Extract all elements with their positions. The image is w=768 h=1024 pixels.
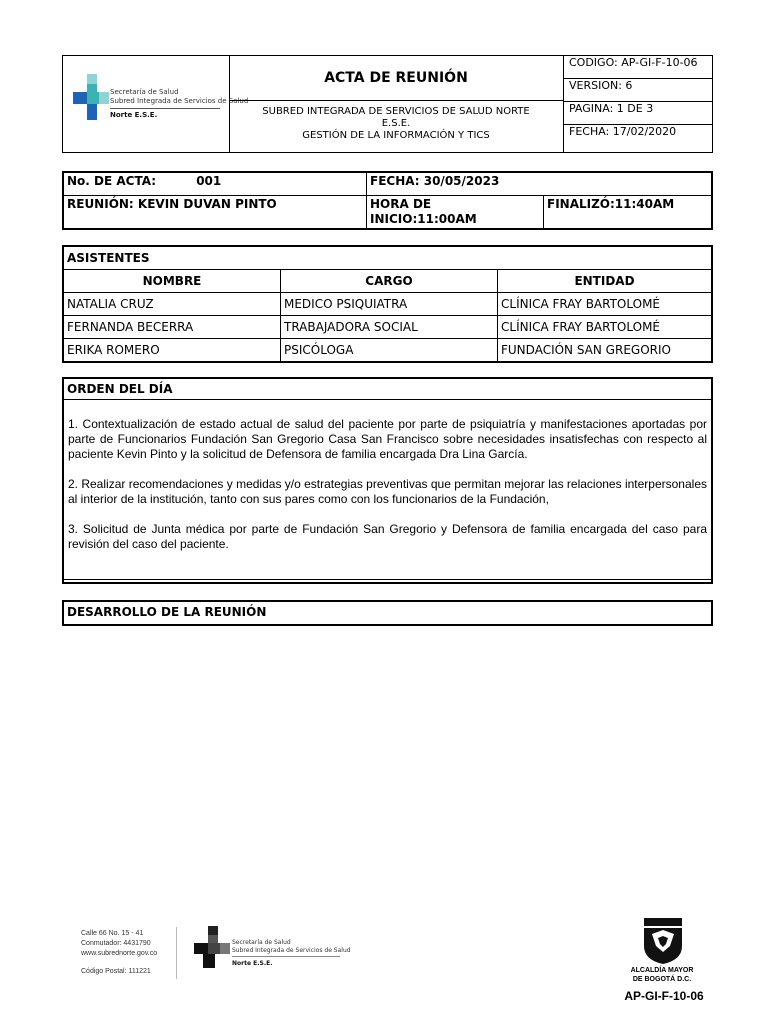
orden-bottom-rule (64, 579, 711, 580)
hora-inicio-field (367, 196, 544, 230)
footer-logo-secretaria: Secretaría de Salud (232, 939, 291, 946)
header-title-cell (229, 56, 564, 152)
cargo-cell: TRABAJADORA SOCIAL (281, 316, 498, 339)
orden-item: 3. Solicitud de Junta médica por parte de Fundación San Gregorio y Defensora de familia encargada del caso para revisión del caso del paciente. (68, 522, 707, 551)
cargo-cell: PSICÓLOGA (281, 339, 498, 363)
entidad-cell: CLÍNICA FRAY BARTOLOMÉ (498, 316, 713, 339)
acta-date: FECHA: 30/05/2023 (367, 172, 713, 196)
reunion-field: REUNIÓN: KEVIN DUVAN PINTO (63, 196, 367, 230)
orden-item: 2. Realizar recomendaciones y medidas y/o estrategias preventivas que permitan mejorar las relaciones interpersonales al interior de la institución, tanto con sus pares como con los funcionarios de la Fundación, (68, 477, 707, 506)
footer-address: Calle 66 No. 15 - 41 (81, 930, 144, 937)
pagina-field: PAGINA: 1 DE 3 (563, 102, 712, 125)
version-field: VERSION: 6 (563, 79, 712, 102)
orden-del-dia-section (62, 377, 713, 584)
nombre-cell: NATALIA CRUZ (63, 293, 281, 316)
column-header-cargo: CARGO (281, 270, 498, 293)
asistentes-title: ASISTENTES (63, 246, 712, 270)
subtitle-line-2: E.S.E. (381, 118, 411, 129)
cargo-cell: MEDICO PSIQUIATRA (281, 293, 498, 316)
footer-document-code: AP-GI-F-10-06 (624, 989, 704, 1003)
column-header-nombre: NOMBRE (63, 270, 281, 293)
finalizo-field: FINALIZÓ:11:40AM (544, 196, 713, 230)
table-row (63, 293, 712, 316)
entidad-cell: FUNDACIÓN SAN GREGORIO (498, 339, 713, 363)
subred-norte-logo (63, 56, 249, 152)
logo-subred-text: Subred Integrada de Servicios de Salud (110, 97, 249, 105)
logo-secretaria-text: Secretaría de Salud (110, 88, 179, 96)
table-row (63, 339, 712, 363)
fecha-field: FECHA: 17/02/2020 (569, 125, 677, 138)
alcaldia-label (612, 966, 712, 984)
table-row (63, 316, 712, 339)
alcaldia-line-1: ALCALDÍA MAYOR (630, 967, 694, 974)
footer-postal-code: Código Postal: 111221 (81, 968, 151, 975)
footer-logo-norte: Norte E.S.E. (232, 960, 273, 967)
nombre-cell: ERIKA ROMERO (63, 339, 281, 363)
hora-inicio-line-1: HORA DE (370, 197, 432, 211)
asistentes-table (62, 245, 713, 363)
subtitle-line-3: GESTIÓN DE LA INFORMACIÓN Y TICS (302, 130, 490, 141)
header-meta-cell (563, 56, 712, 152)
cross-logo-icon (192, 926, 232, 970)
acta-info-table (62, 171, 713, 230)
footer-divider (176, 927, 177, 979)
footer-website: www.subrednorte.gov.co (81, 950, 158, 957)
entidad-cell: CLÍNICA FRAY BARTOLOMÉ (498, 293, 713, 316)
logo-norte-text: Norte E.S.E. (110, 111, 158, 119)
orden-item: 1. Contextualización de estado actual de salud del paciente por parte de psiquiatría y manifestaciones aportadas por parte de Funcionarios Fundación San Gregorio Casa San Francisco sobre necesidades insatisfechas con respecto al paciente Kevin Pinto y la solicitud de Defensora de familia encargada Dra Lina García. (68, 417, 707, 461)
footer-logo-subred: Subred Integrada de Servicios de Salud (232, 947, 351, 954)
footer-subred-logo (192, 926, 352, 972)
bogota-crest-icon (640, 916, 686, 966)
cross-logo-icon (71, 74, 111, 122)
desarrollo-section-title: DESARROLLO DE LA REUNIÓN (62, 600, 713, 626)
subtitle-line-1: SUBRED INTEGRADA DE SERVICIOS DE SALUD NORTE (262, 106, 530, 117)
header-subtitle (229, 101, 563, 142)
page-footer (0, 900, 768, 1024)
orden-title: ORDEN DEL DÍA (64, 379, 711, 400)
document-header (62, 55, 713, 153)
codigo-field: CODIGO: AP-GI-F-10-06 (563, 56, 712, 79)
column-header-entidad: ENTIDAD (498, 270, 713, 293)
acta-number-value: 001 (196, 174, 222, 188)
nombre-cell: FERNANDA BECERRA (63, 316, 281, 339)
orden-body (64, 400, 711, 552)
hora-inicio-line-2: INICIO:11:00AM (370, 212, 477, 226)
document-title: ACTA DE REUNIÓN (229, 56, 563, 101)
acta-number-label: No. DE ACTA: (67, 174, 157, 188)
acta-number-cell (63, 172, 367, 196)
footer-contact-info (81, 929, 157, 977)
alcaldia-line-2: DE BOGOTÁ D.C. (632, 976, 692, 983)
footer-phone: Conmutador: 4431790 (81, 940, 151, 947)
